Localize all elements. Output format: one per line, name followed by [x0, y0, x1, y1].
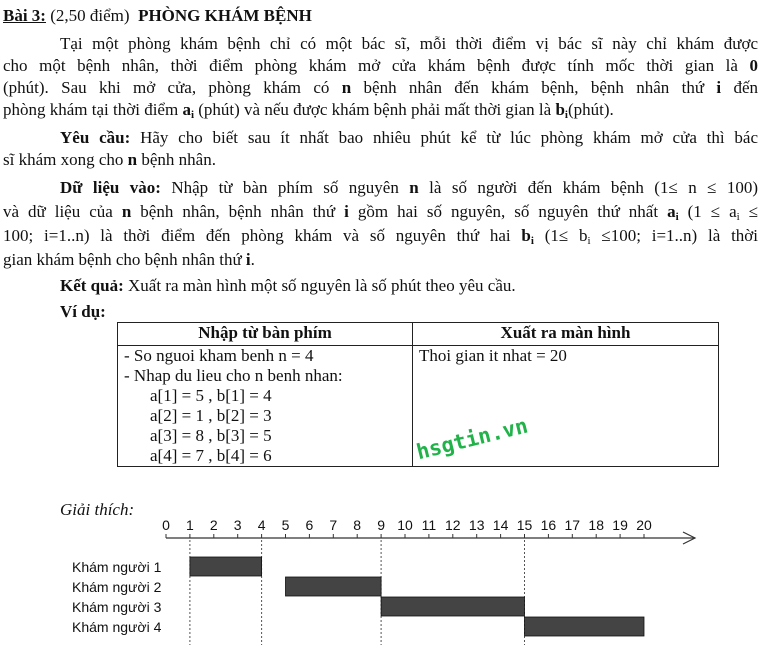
- intro-line-1: Tại một phòng khám bệnh chỉ có một bác sĩ, mỗi thời điểm vị bác sĩ này chỉ khám được: [60, 34, 758, 53]
- axis-tick-label: 8: [353, 517, 362, 533]
- axis-tick-label: 19: [612, 517, 628, 533]
- input-line-2: và dữ liệu của n bệnh nhân, bệnh nhân thứ i gồm hai số nguyên, số nguyên thứ nhất $a_i$ ($1 \le a_i$ ≤: [3, 202, 759, 223]
- intro-line-4: phòng khám tại thời điểm $a_i$ (phút) và nếu được khám bệnh phải mất thời gian là $b_i(phút)$.: [3, 100, 614, 121]
- example-output-text: Thoi gian it nhat = 20: [419, 346, 567, 365]
- gantt-bar: [286, 577, 382, 596]
- example-col-output-header: Xuất ra màn hình: [413, 323, 719, 346]
- problem-points: (2,50 điểm): [45, 6, 130, 25]
- axis-tick-label: 3: [233, 517, 242, 533]
- watermark: hsgtin.vn: [414, 413, 531, 465]
- intro-line-2: cho một bệnh nhân, thời điểm phòng khám mở cửa khám bệnh được tính mốc thời gian là 0: [3, 56, 758, 75]
- gantt-row-label: Khám người 3: [72, 599, 162, 615]
- axis-tick-label: 16: [540, 517, 557, 533]
- input-line-3: 100; i=1..n) là thời điểm đến phòng khám và số nguyên thứ hai $b_i$ ($1\le b_i \le 100$; i=1..n) là thời: [3, 226, 759, 247]
- axis-tick-label: 1: [186, 517, 194, 533]
- gantt-chart: [0, 508, 769, 648]
- axis-tick-label: 0: [162, 517, 170, 533]
- problem-title: PHÒNG KHÁM BỆNH: [138, 6, 312, 25]
- output-line: Kết quả: Xuất ra màn hình một số nguyên là số phút theo yêu cầu.: [60, 276, 516, 295]
- example-label: Ví dụ:: [60, 302, 106, 321]
- requirement-line-1: Yêu cầu: Hãy cho biết sau ít nhất bao nhiêu phút kể từ lúc phòng khám mở cửa thì bác: [60, 128, 758, 147]
- input-label: Dữ liệu vào:: [60, 178, 161, 197]
- axis-tick-label: 6: [305, 517, 314, 533]
- example-input-cell: [118, 346, 413, 467]
- axis-tick-label: 18: [588, 517, 604, 533]
- example-pair: a[4] = 7 , b[4] = 6: [150, 446, 272, 465]
- example-input-line: - Nhap du lieu cho n benh nhan:: [124, 366, 343, 385]
- axis-tick-label: 15: [516, 517, 533, 533]
- example-pair: a[3] = 8 , b[3] = 5: [150, 426, 272, 445]
- gantt-row-label: Khám người 2: [72, 579, 162, 595]
- axis-tick-label: 13: [468, 517, 485, 533]
- requirement-label: Yêu cầu:: [60, 128, 131, 147]
- problem-heading: [3, 6, 312, 26]
- axis-tick-label: 4: [257, 517, 266, 533]
- problem-label: Bài 3:: [3, 6, 46, 25]
- input-line-4: gian khám bệnh cho bệnh nhân thứ i.: [3, 250, 255, 269]
- axis-tick-label: 7: [329, 517, 338, 533]
- intro-line-3: (phút). Sau khi mở cửa, phòng khám có n bệnh nhân đến khám bệnh, bệnh nhân thứ i đến: [3, 78, 758, 97]
- explain-label: Giải thích:: [60, 500, 135, 519]
- gantt-row-label: Khám người 4: [72, 619, 162, 635]
- example-pair: a[2] = 1 , b[2] = 3: [150, 406, 272, 425]
- gantt-row-label: Khám người 1: [72, 559, 162, 575]
- axis-tick-label: 2: [209, 517, 218, 533]
- output-label: Kết quả:: [60, 276, 124, 295]
- example-col-input-header: Nhập từ bàn phím: [118, 323, 413, 346]
- axis-tick-label: 9: [377, 517, 385, 533]
- axis-tick-label: 14: [492, 517, 509, 533]
- axis-tick-label: 5: [281, 517, 290, 533]
- gantt-bar: [525, 617, 645, 636]
- axis-tick-label: 12: [445, 517, 461, 533]
- requirement-line-2: sĩ khám xong cho n bệnh nhân.: [3, 150, 216, 169]
- axis-tick-label: 11: [421, 517, 437, 533]
- input-line-1: Dữ liệu vào: Nhập từ bàn phím số nguyên n là số người đến khám bệnh (1≤ n ≤ 100): [60, 178, 759, 197]
- axis-tick-label: 17: [564, 517, 581, 533]
- axis-tick-label: 20: [636, 517, 652, 533]
- axis-tick-label: 10: [397, 517, 413, 533]
- example-pair: a[1] = 5 , b[1] = 4: [150, 386, 272, 405]
- gantt-bar: [381, 597, 524, 616]
- gantt-bar: [190, 557, 262, 576]
- example-input-line: - So nguoi kham benh n = 4: [124, 346, 314, 365]
